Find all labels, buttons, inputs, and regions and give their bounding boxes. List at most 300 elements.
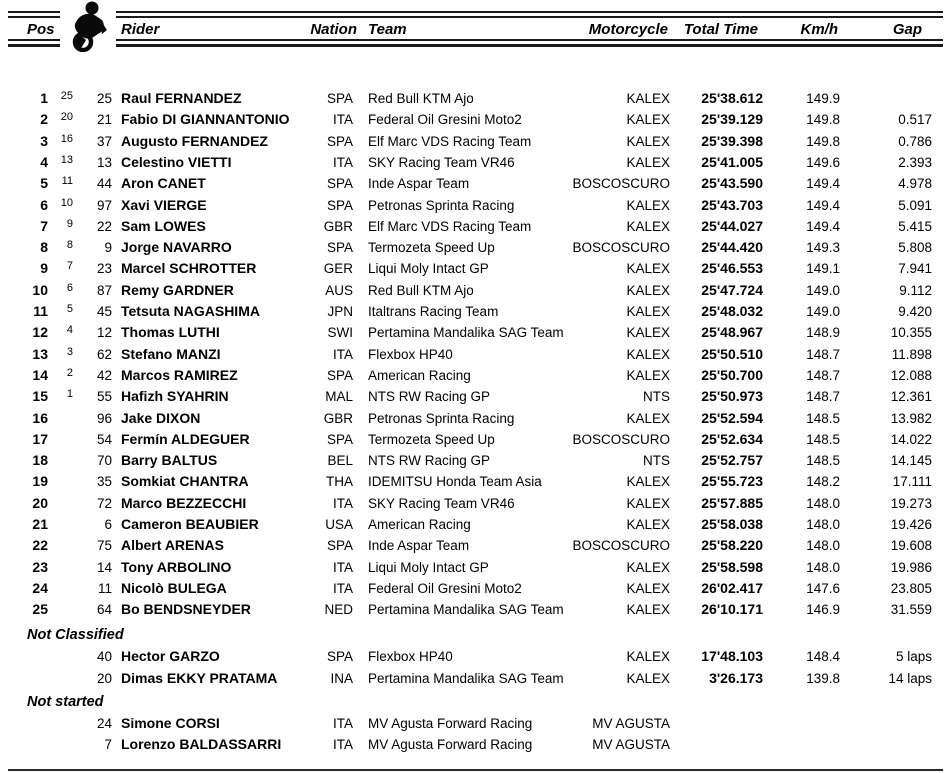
- number-cell: 97: [96, 197, 112, 213]
- nation-cell: ITA: [333, 346, 353, 362]
- nation-cell: INA: [330, 670, 353, 686]
- speed-cell: 149.6: [806, 154, 840, 170]
- gap-cell: 19.426: [890, 517, 932, 532]
- nation-cell: SPA: [326, 133, 353, 149]
- team-cell: NTS RW Racing GP: [368, 389, 491, 405]
- speed-cell: 149.8: [806, 133, 840, 149]
- result-row: [0, 344, 951, 365]
- total-time-cell: 3'26.173: [709, 669, 763, 686]
- position-cell: 15: [32, 388, 48, 405]
- gap-cell: 14.022: [890, 431, 932, 447]
- result-row: [0, 152, 951, 173]
- nation-cell: GER: [323, 261, 353, 277]
- result-row: [0, 557, 951, 578]
- result-row: [0, 195, 951, 216]
- nation-cell: SPA: [326, 197, 353, 213]
- rider-name: Somkiat CHANTRA: [121, 473, 249, 490]
- result-row: [0, 450, 951, 471]
- points-cell: 16: [60, 132, 73, 145]
- result-row: [0, 237, 951, 258]
- motorcycle-cell: MV AGUSTA: [592, 737, 670, 752]
- column-header-nation: Nation: [310, 21, 357, 38]
- total-time-cell: 17'48.103: [701, 648, 763, 664]
- number-cell: 12: [96, 325, 112, 341]
- gap-cell: 23.805: [890, 580, 932, 596]
- nation-cell: ITA: [333, 737, 353, 752]
- gap-cell: 14 laps: [888, 670, 932, 686]
- motorcycle-cell: KALEX: [626, 495, 670, 511]
- rider-name: Nicolò BULEGA: [121, 579, 227, 596]
- rider-name: Bo BENDSNEYDER: [121, 601, 251, 618]
- nation-cell: SPA: [326, 240, 353, 256]
- position-cell: 5: [40, 175, 48, 192]
- number-cell: 35: [96, 474, 112, 490]
- number-cell: 22: [96, 218, 112, 234]
- points-cell: 25: [60, 90, 73, 102]
- team-cell: Petronas Sprinta Racing: [368, 410, 515, 426]
- total-time-cell: 25'55.723: [701, 473, 763, 490]
- motorcycle-cell: MV AGUSTA: [592, 715, 670, 731]
- team-cell: Italtrans Racing Team: [368, 304, 499, 319]
- gap-cell: 5.808: [898, 240, 932, 256]
- nation-cell: GBR: [323, 410, 353, 426]
- column-header-pos: Pos: [27, 21, 55, 38]
- nation-cell: SPA: [326, 91, 353, 106]
- position-cell: 24: [32, 579, 48, 596]
- points-cell: 1: [66, 388, 73, 401]
- rider-name: Xavi VIERGE: [121, 196, 207, 213]
- team-cell: SKY Racing Team VR46: [368, 495, 515, 511]
- nation-cell: SPA: [326, 367, 353, 383]
- column-header-motorcycle: Motorcycle: [588, 21, 668, 38]
- rider-name: Hafizh SYAHRIN: [121, 388, 229, 405]
- gap-cell: 4.978: [898, 176, 932, 192]
- total-time-cell: 26'10.171: [701, 601, 763, 618]
- rider-name: Dimas EKKY PRATAMA: [121, 669, 278, 686]
- column-header-team: Team: [368, 21, 407, 38]
- speed-cell: 149.4: [806, 176, 840, 192]
- motorcycle-cell: NTS: [643, 453, 670, 469]
- number-cell: 75: [96, 538, 112, 554]
- points-cell: 2: [66, 366, 73, 379]
- result-row: [0, 493, 951, 514]
- number-cell: 24: [96, 715, 112, 731]
- speed-cell: 148.5: [806, 410, 840, 426]
- position-cell: 17: [32, 430, 48, 447]
- points-cell: 7: [66, 260, 73, 273]
- position-cell: 14: [32, 366, 48, 383]
- result-row: [0, 131, 951, 152]
- nation-cell: NED: [324, 602, 353, 618]
- points-cell: 20: [60, 111, 73, 124]
- gap-cell: 9.420: [898, 304, 932, 319]
- motorcycle-cell: KALEX: [626, 517, 670, 532]
- number-cell: 87: [96, 282, 112, 298]
- nation-cell: MAL: [325, 389, 353, 405]
- number-cell: 7: [104, 737, 112, 752]
- number-cell: 40: [96, 649, 112, 664]
- nation-cell: ITA: [333, 112, 353, 128]
- header-bottom-rule-1: [8, 39, 943, 41]
- position-cell: 11: [33, 303, 48, 319]
- position-cell: 21: [32, 516, 48, 532]
- speed-cell: 139.8: [806, 670, 840, 686]
- speed-cell: 148.7: [806, 389, 840, 405]
- rider-name: Augusto FERNANDEZ: [121, 132, 268, 149]
- team-cell: American Racing: [368, 367, 471, 383]
- gap-cell: 31.559: [890, 602, 932, 618]
- motorcycle-cell: NTS: [643, 389, 670, 405]
- nation-cell: BEL: [327, 453, 353, 469]
- gap-cell: 19.273: [890, 495, 932, 511]
- points-cell: 10: [60, 196, 73, 209]
- team-cell: Liqui Moly Intact GP: [368, 559, 489, 575]
- number-cell: 37: [96, 133, 112, 149]
- nation-cell: ITA: [333, 580, 353, 596]
- rider-name: Marcos RAMIREZ: [121, 366, 238, 383]
- position-cell: 6: [40, 196, 48, 213]
- rider-name: Raul FERNANDEZ: [121, 90, 242, 106]
- number-cell: 9: [104, 240, 112, 256]
- motorcycle-cell: KALEX: [626, 346, 670, 362]
- number-cell: 70: [96, 453, 112, 469]
- total-time-cell: 26'02.417: [701, 579, 763, 596]
- motorcycle-cell: KALEX: [626, 218, 670, 234]
- gap-cell: 5 laps: [895, 649, 932, 664]
- team-cell: Pertamina Mandalika SAG Team: [368, 602, 564, 618]
- rider-name: Lorenzo BALDASSARRI: [121, 736, 282, 752]
- rider-name: Barry BALTUS: [121, 452, 218, 469]
- team-cell: NTS RW Racing GP: [368, 453, 491, 469]
- position-cell: 8: [40, 239, 48, 256]
- motorcycle-cell: BOSCOSCURO: [572, 431, 670, 447]
- team-cell: Petronas Sprinta Racing: [368, 197, 515, 213]
- result-row: [0, 280, 951, 301]
- points-cell: 3: [66, 345, 73, 358]
- result-row: [0, 668, 951, 689]
- motorcycle-cell: KALEX: [626, 91, 670, 106]
- number-cell: 62: [96, 346, 112, 362]
- motorcycle-cell: KALEX: [626, 670, 670, 686]
- speed-cell: 148.0: [806, 559, 840, 575]
- table-bottom-rule: [8, 769, 943, 771]
- number-cell: 54: [96, 431, 112, 447]
- position-cell: 9: [40, 260, 48, 277]
- team-cell: Pertamina Mandalika SAG Team: [368, 325, 564, 341]
- position-cell: 1: [40, 90, 48, 106]
- number-cell: 21: [96, 112, 112, 128]
- rider-name: Sam LOWES: [121, 217, 206, 234]
- motorcycle-cell: KALEX: [626, 580, 670, 596]
- nation-cell: USA: [325, 517, 353, 532]
- motorcycle-cell: BOSCOSCURO: [572, 176, 670, 192]
- motorcycle-cell: KALEX: [626, 367, 670, 383]
- result-row: [0, 734, 951, 755]
- team-cell: Flexbox HP40: [368, 649, 453, 664]
- speed-cell: 149.4: [806, 218, 840, 234]
- team-cell: Red Bull KTM Ajo: [368, 91, 474, 106]
- speed-cell: 148.5: [806, 431, 840, 447]
- motorcycle-cell: KALEX: [626, 154, 670, 170]
- rider-name: Marco BEZZECCHI: [121, 494, 247, 511]
- result-row: [0, 429, 951, 450]
- result-row: [0, 173, 951, 194]
- points-cell: 6: [66, 281, 73, 294]
- result-row: [0, 258, 951, 279]
- result-row: [0, 599, 951, 620]
- motorcycle-cell: KALEX: [626, 474, 670, 490]
- gap-cell: 19.986: [890, 559, 932, 575]
- nation-cell: SPA: [326, 649, 353, 664]
- number-cell: 14: [96, 559, 112, 575]
- total-time-cell: 25'48.967: [701, 324, 763, 341]
- position-cell: 2: [40, 111, 48, 128]
- speed-cell: 148.2: [806, 474, 840, 490]
- result-row: [0, 109, 951, 130]
- speed-cell: 149.4: [806, 197, 840, 213]
- result-row: [0, 646, 951, 667]
- team-cell: MV Agusta Forward Racing: [368, 737, 533, 752]
- not-started-title: Not started: [27, 694, 104, 710]
- rider-name: Remy GARDNER: [121, 281, 234, 298]
- column-header-kmh: Km/h: [800, 21, 838, 38]
- points-cell: 4: [66, 324, 73, 337]
- motorcycle-cell: KALEX: [626, 261, 670, 277]
- result-row: [0, 386, 951, 407]
- gap-cell: 5.091: [898, 197, 932, 213]
- rider-name: Simone CORSI: [121, 714, 220, 731]
- rider-name: Thomas LUTHI: [121, 324, 220, 341]
- total-time-cell: 25'58.038: [701, 516, 763, 532]
- gap-cell: 14.145: [890, 453, 932, 469]
- speed-cell: 148.7: [806, 346, 840, 362]
- total-time-cell: 25'46.553: [701, 260, 763, 277]
- team-cell: MV Agusta Forward Racing: [368, 715, 533, 731]
- nation-cell: SPA: [326, 538, 353, 554]
- position-cell: 4: [40, 153, 48, 170]
- motorcycle-cell: KALEX: [626, 602, 670, 618]
- result-row: [0, 713, 951, 734]
- total-time-cell: 25'47.724: [701, 281, 763, 298]
- rider-name: Jorge NAVARRO: [121, 239, 232, 256]
- team-cell: Elf Marc VDS Racing Team: [368, 133, 532, 149]
- speed-cell: 148.4: [806, 649, 840, 664]
- nation-cell: JPN: [327, 304, 353, 319]
- speed-cell: 149.9: [806, 91, 840, 106]
- gap-cell: 17.111: [892, 474, 932, 490]
- result-row: [0, 471, 951, 492]
- total-time-cell: 25'52.757: [701, 452, 763, 469]
- total-time-cell: 25'50.973: [701, 388, 763, 405]
- speed-cell: 148.5: [806, 453, 840, 469]
- motorcycle-cell: KALEX: [626, 112, 670, 128]
- position-cell: 20: [32, 494, 48, 511]
- total-time-cell: 25'52.594: [701, 409, 763, 426]
- speed-cell: 148.7: [806, 367, 840, 383]
- total-time-cell: 25'57.885: [701, 494, 763, 511]
- nation-cell: AUS: [325, 282, 353, 298]
- team-cell: Pertamina Mandalika SAG Team: [368, 670, 564, 686]
- gap-cell: 19.608: [890, 538, 932, 554]
- total-time-cell: 25'58.220: [701, 537, 763, 554]
- team-cell: Termozeta Speed Up: [368, 431, 495, 447]
- rider-name: Albert ARENAS: [121, 537, 224, 554]
- column-header-gap: Gap: [892, 21, 922, 38]
- points-cell: 5: [66, 303, 73, 315]
- number-cell: 72: [96, 495, 112, 511]
- not-classified-title: Not Classified: [27, 627, 124, 643]
- speed-cell: 148.0: [806, 517, 840, 532]
- number-cell: 13: [96, 154, 112, 170]
- motorcycle-cell: KALEX: [626, 559, 670, 575]
- gap-cell: 9.112: [899, 282, 932, 298]
- rider-name: Marcel SCHROTTER: [121, 260, 257, 277]
- nation-cell: ITA: [333, 715, 353, 731]
- rider-name: Tony ARBOLINO: [121, 558, 232, 575]
- speed-cell: 146.9: [806, 602, 840, 618]
- team-cell: Flexbox HP40: [368, 346, 453, 362]
- rider-name: Jake DIXON: [121, 409, 201, 426]
- nation-cell: ITA: [333, 495, 353, 511]
- total-time-cell: 25'48.032: [701, 303, 763, 319]
- number-cell: 55: [96, 389, 112, 405]
- result-row: [0, 408, 951, 429]
- result-row: [0, 535, 951, 556]
- motorcycle-cell: KALEX: [626, 133, 670, 149]
- nation-cell: SPA: [326, 176, 353, 192]
- total-time-cell: 25'44.420: [701, 239, 763, 256]
- number-cell: 20: [96, 670, 112, 686]
- position-cell: 18: [32, 452, 48, 469]
- result-row: [0, 301, 951, 322]
- points-cell: 11: [61, 175, 73, 188]
- rider-name: Cameron BEAUBIER: [121, 516, 259, 532]
- nation-cell: SPA: [326, 431, 353, 447]
- points-cell: 8: [66, 239, 73, 252]
- gap-cell: 0.786: [898, 133, 932, 149]
- speed-cell: 148.0: [806, 495, 840, 511]
- gap-cell: 13.982: [890, 410, 932, 426]
- total-time-cell: 25'50.700: [701, 366, 763, 383]
- total-time-cell: 25'39.129: [701, 111, 763, 128]
- number-cell: 11: [97, 580, 112, 596]
- position-cell: 10: [32, 281, 48, 298]
- position-cell: 13: [32, 345, 48, 362]
- position-cell: 23: [32, 558, 48, 575]
- gap-cell: 12.088: [890, 367, 932, 383]
- gap-cell: 11.898: [891, 346, 932, 362]
- gap-cell: 7.941: [898, 261, 932, 277]
- motorcycle-cell: KALEX: [626, 325, 670, 341]
- result-row: [0, 365, 951, 386]
- rider-name: Stefano MANZI: [121, 345, 221, 362]
- position-cell: 3: [40, 132, 48, 149]
- number-cell: 64: [96, 602, 112, 618]
- position-cell: 12: [32, 324, 48, 341]
- speed-cell: 149.0: [806, 282, 840, 298]
- nation-cell: THA: [326, 474, 353, 490]
- result-row: [0, 88, 951, 109]
- motorcycle-cell: KALEX: [626, 649, 670, 664]
- number-cell: 6: [104, 517, 112, 532]
- rider-name: Fabio DI GIANNANTONIO: [121, 111, 290, 128]
- total-time-cell: 25'39.398: [701, 132, 763, 149]
- total-time-cell: 25'52.634: [701, 430, 763, 447]
- nation-cell: GBR: [323, 218, 353, 234]
- motorcycle-cell: KALEX: [626, 197, 670, 213]
- total-time-cell: 25'41.005: [701, 153, 763, 170]
- position-cell: 19: [32, 473, 48, 490]
- gap-cell: 10.355: [890, 325, 932, 341]
- number-cell: 96: [96, 410, 112, 426]
- column-header-total-time: Total Time: [683, 21, 758, 38]
- speed-cell: 149.3: [806, 240, 840, 256]
- team-cell: Liqui Moly Intact GP: [368, 261, 489, 277]
- speed-cell: 147.6: [806, 580, 840, 596]
- number-cell: 25: [96, 91, 112, 106]
- total-time-cell: 25'43.590: [701, 175, 763, 192]
- number-cell: 42: [96, 367, 112, 383]
- result-row: [0, 514, 951, 535]
- total-time-cell: 25'38.612: [701, 90, 763, 106]
- speed-cell: 148.9: [806, 325, 840, 341]
- position-cell: 7: [40, 217, 48, 234]
- speed-cell: 148.0: [806, 538, 840, 554]
- rider-name: Hector GARZO: [121, 648, 220, 664]
- team-cell: SKY Racing Team VR46: [368, 154, 515, 170]
- result-row: [0, 216, 951, 237]
- total-time-cell: 25'50.510: [701, 345, 763, 362]
- total-time-cell: 25'44.027: [701, 217, 763, 234]
- rider-name: Celestino VIETTI: [121, 153, 232, 170]
- nation-cell: ITA: [333, 559, 353, 575]
- motorcycle-cell: KALEX: [626, 282, 670, 298]
- motorcycle-rider-icon: [60, 0, 116, 52]
- gap-cell: 2.393: [898, 154, 932, 170]
- motorcycle-cell: KALEX: [626, 304, 670, 319]
- rider-name: Tetsuta NAGASHIMA: [121, 303, 260, 319]
- total-time-cell: 25'43.703: [701, 196, 763, 213]
- team-cell: IDEMITSU Honda Team Asia: [368, 474, 542, 490]
- number-cell: 23: [96, 261, 112, 277]
- rider-name: Fermín ALDEGUER: [121, 430, 250, 447]
- team-cell: Federal Oil Gresini Moto2: [368, 112, 522, 128]
- gap-cell: 0.517: [898, 112, 932, 128]
- speed-cell: 149.0: [806, 304, 840, 319]
- position-cell: 25: [32, 601, 48, 618]
- total-time-cell: 25'58.598: [701, 558, 763, 575]
- header-top-rule-2: [8, 16, 943, 18]
- gap-cell: 12.361: [890, 389, 932, 405]
- team-cell: American Racing: [368, 517, 471, 532]
- header-bottom-rule-2: [8, 44, 943, 47]
- result-row: [0, 322, 951, 343]
- result-row: [0, 578, 951, 599]
- speed-cell: 149.1: [806, 261, 840, 277]
- team-cell: Elf Marc VDS Racing Team: [368, 218, 532, 234]
- points-cell: 9: [66, 217, 73, 230]
- nation-cell: SWI: [327, 325, 353, 341]
- header-top-rule-1: [8, 11, 943, 13]
- nation-cell: ITA: [333, 154, 353, 170]
- position-cell: 16: [32, 409, 48, 426]
- motorcycle-cell: BOSCOSCURO: [572, 240, 670, 256]
- team-cell: Inde Aspar Team: [368, 538, 470, 554]
- motorcycle-cell: KALEX: [626, 410, 670, 426]
- points-cell: 13: [60, 153, 73, 166]
- number-cell: 45: [96, 304, 112, 319]
- position-cell: 22: [32, 537, 48, 554]
